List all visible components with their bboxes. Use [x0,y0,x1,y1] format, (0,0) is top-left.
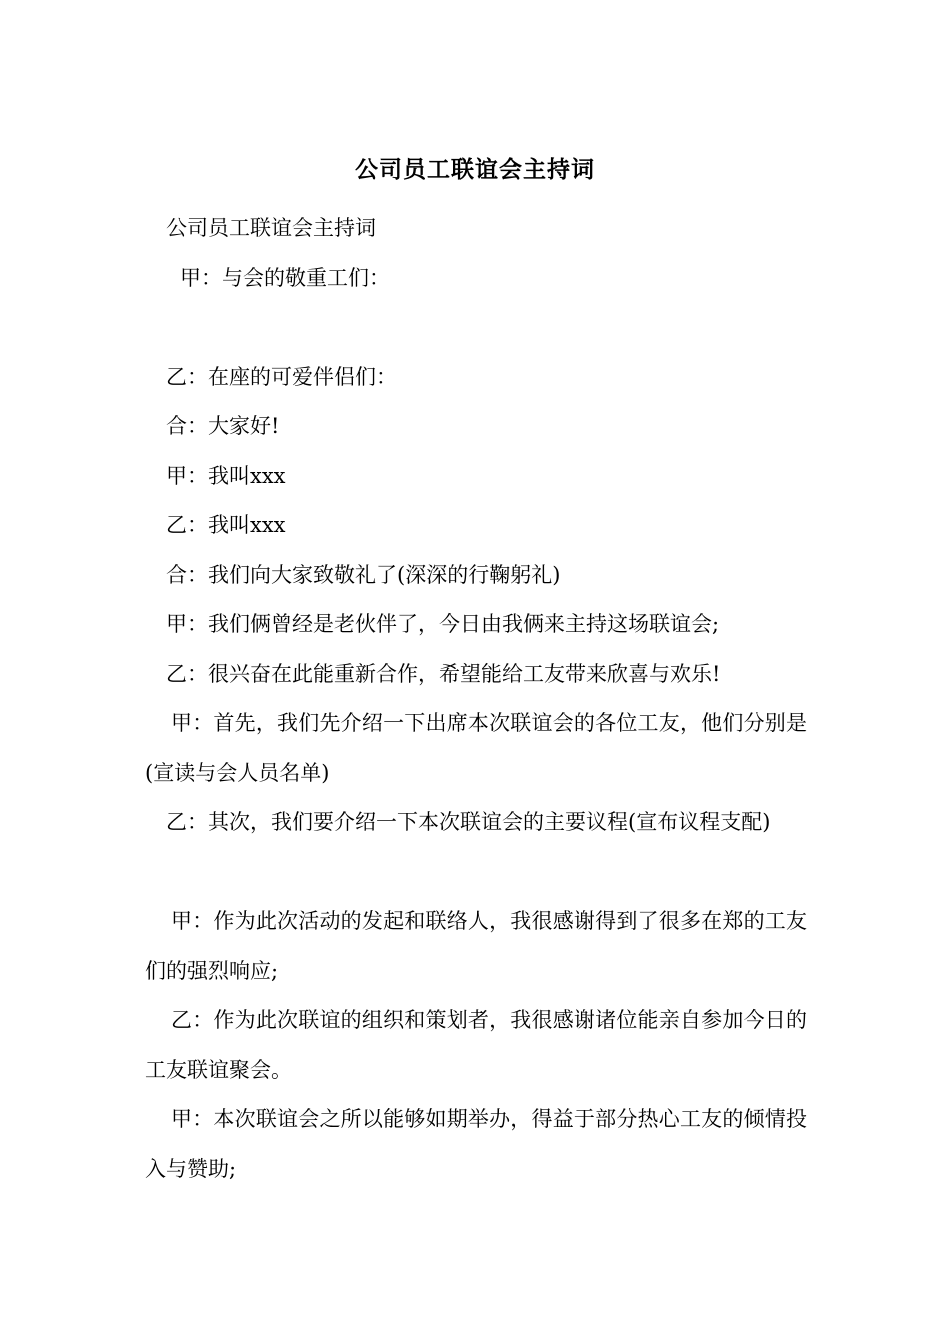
paragraph-line: 甲：我们俩曾经是老伙伴了，今日由我俩来主持这场联谊会; [166,612,720,636]
blank-line [145,848,807,898]
paragraph-line: 甲：我叫xxx [166,463,286,488]
paragraph-line: 合：我们向大家致敬礼了(深深的行鞠躬礼) [166,562,561,587]
paragraph-line: 甲：作为此次活动的发起和联络人，我很感谢得到了很多在郑的工友们的强烈响应; [145,909,807,983]
blank-line [145,303,807,353]
document-title: 公司员工联谊会主持词 [355,156,595,183]
paragraph-line: 甲：与会的敬重工们： [180,265,390,290]
paragraph-line: 甲：首先，我们先介绍一下出席本次联谊会的各位工友，他们分别是(宣读与会人员名单) [145,711,807,785]
paragraph-line: 合：大家好! [166,414,280,438]
paragraph-subtitle: 公司员工联谊会主持词 [166,216,376,240]
paragraph-line: 乙：我叫xxx [166,513,286,537]
paragraph-line: 乙：很兴奋在此能重新合作，希望能给工友带来欣喜与欢乐! [166,661,721,686]
document-body [145,204,807,1194]
paragraph-line: 乙：其次，我们要介绍一下本次联谊会的主要议程(宣布议程支配) [166,810,771,834]
paragraph-line: 乙：在座的可爱伴侣们： [166,364,397,389]
paragraph-line: 乙：作为此次联谊的组织和策划者，我很感谢诸位能亲自参加今日的工友联谊聚会。 [145,1008,807,1082]
paragraph-line: 甲：本次联谊会之所以能够如期举办，得益于部分热心工友的倾情投入与赞助; [145,1107,807,1181]
